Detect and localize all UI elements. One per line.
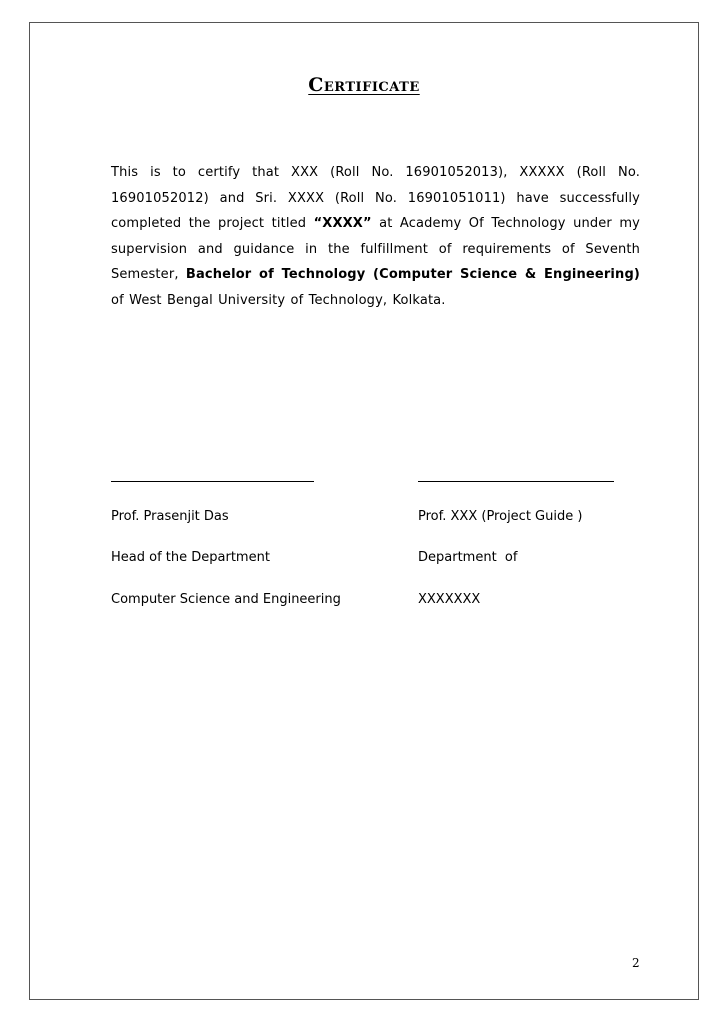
right-signatory-department: XXXXXXX (418, 592, 481, 607)
left-signatory-name: Prof. Prasenjit Das (111, 509, 229, 524)
page-number: 2 (632, 956, 640, 970)
left-signatory-designation: Head of the Department (111, 550, 270, 565)
right-signature-line (418, 481, 614, 482)
body-text-part-1: This is to certify that XXX (Roll No. 16901052013), XXXXX (Roll No. 16901052012) and Sri. XXXX (Roll No. 16901051011) have successfully completed the project titled (111, 165, 640, 231)
page-title: Certificate (308, 74, 420, 96)
right-signatory-name: Prof. XXX (Project Guide ) (418, 509, 583, 524)
certificate-paragraph (111, 160, 640, 313)
degree-name: Bachelor of Technology (Computer Science & Engineering) (185, 267, 640, 282)
body-text-part-3: of West Bengal University of Technology, Kolkata. (111, 292, 446, 308)
body-text-part-2: at Academy Of Technology under my supervision and guidance in the fulfillment of requirements of Seventh Semester, (111, 216, 640, 282)
project-title: “XXXX” (313, 216, 372, 231)
right-signatory-designation: Department of (418, 550, 518, 565)
left-signatory-department: Computer Science and Engineering (111, 592, 341, 607)
left-signature-line (111, 481, 314, 482)
